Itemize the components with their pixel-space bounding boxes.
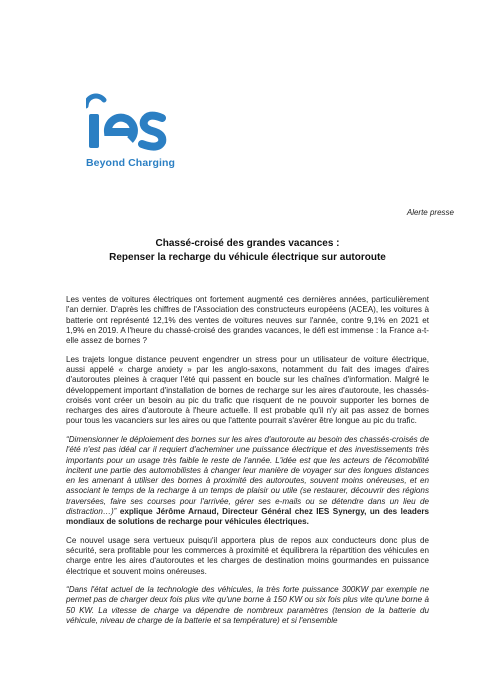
document-type: Alerte presse [406,208,454,217]
paragraph-quote-2: “Dans l'état actuel de la technologie des véhicules, la très forte puissance 300KW par exemple ne permet pas de charger deux fois plus vite qu'une borne à 150 KW ou six fois plus vite qu'une borne à 50 KW. La vitesse de charge va dépendre de nombreux paramètres (tension de la batterie du véhicule, niveau de charge de la batterie et sa température) et si l'ensemble [66,585,429,626]
paragraph-4: Ce nouvel usage sera vertueux puisqu'il apportera plus de repos aux conducteurs donc plus de sécurité, sera profitable pour les commerces à proximité et équilibrera la répartition des véhicules en charge entre les aires d'autoroutes et les charges de destination moins gourmandes en puissance électrique et souvent moins onéreuses. [66,535,429,576]
title-line-1: Chassé-croisé des grandes vacances : [155,238,340,249]
title-line-2: Repenser la recharge du véhicule électrique sur autoroute [109,252,386,263]
quote-text: “Dimensionner le déploiement des bornes sur les aires d'autoroute au besoin des chassés-croisés de l'été n'est pas idéal car il requiert d'acheminer une puissance électrique et des investissements très importants pour un usage très faible le reste de l'année. L'idée est que les acteurs de l'écomobilité incitent une partie des automobilistes à changer leur manière de voyager sur des longues distances en les amenant à utiliser des bornes à proximité des autoroutes, souvent moins onéreuses, et en associant le temps de la recharge à un temps de plaisir ou utile (se restaurer, découvrir des régions traversées, faire ses courses pour l'arrivée, gérer ses e-mails ou se détendre dans un lieu de distraction…)” [66,434,429,517]
paragraph-quote-1 [66,435,429,528]
paragraph-2: Les trajets longue distance peuvent engendrer un stress pour un utilisateur de voiture électrique, aussi appelé « charge anxiety » par les anglo-saxons, notamment du fait des images d'aires d'autoroutes pleines à craquer l'été qui passent en boucle sur les chaînes d'information. Malgré le développement important d'installation de bornes de recharge sur les aires d'autoroute, les chassés-croisés vont créer un besoin au pic du trafic que risquent de ne pouvoir supporter les bornes de recharges des aires d'autoroute à l'heure actuelle. Il est probable qu'il n'y ait pas assez de bornes pour tous les vacanciers sur les aires ou que l'attente pourrait s'avérer être longue au pic du trafic. [66,354,429,426]
article-body [66,295,429,635]
paragraph-1: Les ventes de voitures électriques ont fortement augmenté ces dernières années, particulièrement l'an dernier. D'après les chiffres de l'Association des constructeurs européens (ACEA), les voitures à batterie ont représenté 12,1% des ventes de voitures neuves sur l'année, contre 9,1% en 2021 et 1,9% en 2019. A l'heure du chassé-croisé des grandes vacances, le défi est immense : la France a-t-elle assez de bornes ? [66,295,429,346]
document-title [60,237,435,265]
logo-tagline: Beyond Charging [86,157,176,169]
quote-attribution: explique Jérôme Arnaud, Directeur Général chez IES Synergy, un des leaders mondiaux de solutions de recharge pour véhicules électriques. [66,507,429,527]
